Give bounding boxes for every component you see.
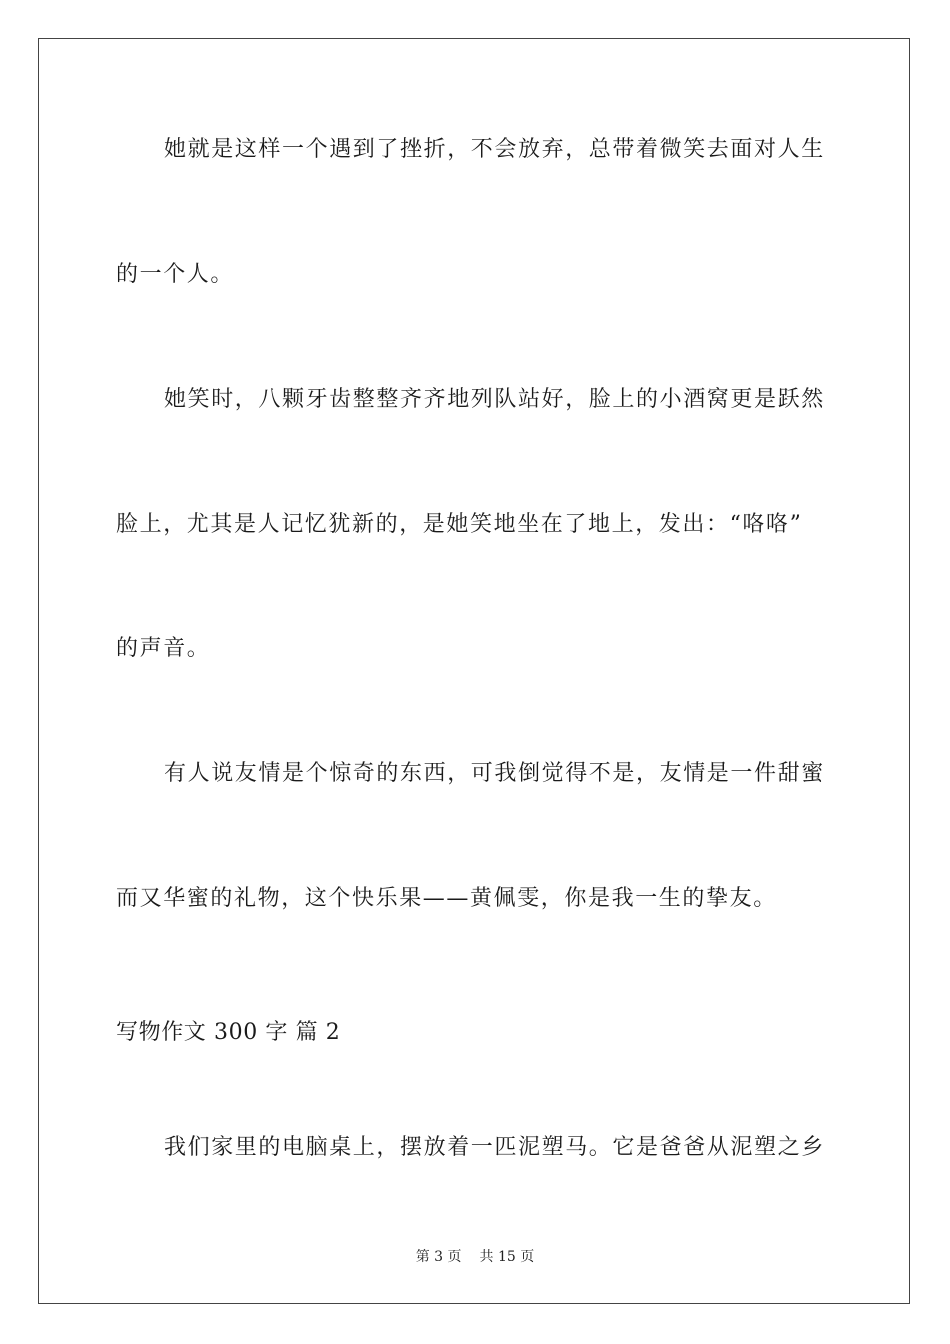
- paragraph-line: 她就是这样一个遇到了挫折，不会放弃，总带着微笑去面对人生: [164, 137, 825, 162]
- paragraph-line: 的一个人。: [116, 262, 235, 287]
- paragraph-line: 而又华蜜的礼物，这个快乐果——黄佩雯，你是我一生的挚友。: [116, 886, 777, 911]
- page-footer: [0, 1247, 950, 1267]
- page-total: 共 15 页: [479, 1249, 535, 1265]
- paragraph-line: 她笑时，八颗牙齿整整齐齐地列队站好，脸上的小酒窝更是跃然: [164, 387, 825, 412]
- paragraph-line: 的声音。: [116, 636, 211, 661]
- paragraph-line: 我们家里的电脑桌上，摆放着一匹泥塑马。它是爸爸从泥塑之乡: [164, 1135, 825, 1160]
- page-frame: [38, 38, 910, 1304]
- section-heading: 写物作文 300 字 篇 2: [116, 1020, 341, 1045]
- paragraph-line: 有人说友情是个惊奇的东西，可我倒觉得不是，友情是一件甜蜜: [164, 761, 825, 786]
- page-number: 第 3 页: [415, 1249, 462, 1265]
- paragraph-line: 脸上，尤其是人记忆犹新的，是她笑地坐在了地上，发出：“咯咯”: [116, 512, 803, 537]
